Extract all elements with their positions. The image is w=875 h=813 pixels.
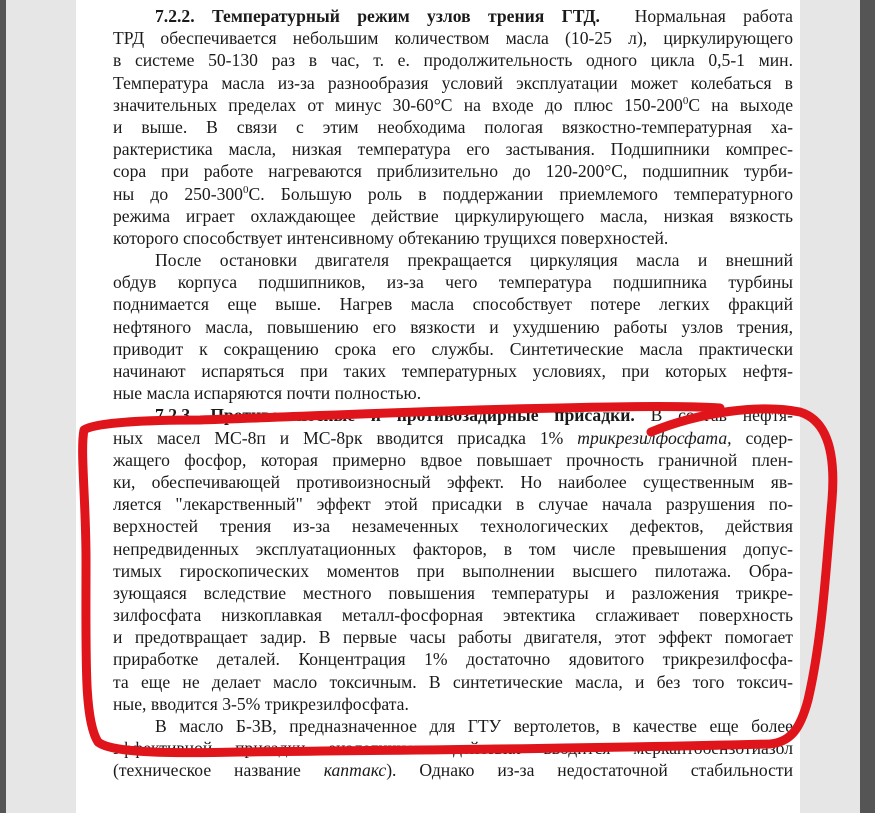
paragraph-after-stop: После остановки двигателя прекращается циркуляция масла и внешний обдув корпуса подшипников, из-за чего температура подшипника турбины поднимается еще выше. Нагрев масла способствует потере легких фракций нефтяного масла, повышению его вязкости и ухудшению работы узлов трения, приводит к сокращению срока его службы. Синтетические масла практически начинают испаряться при таких температурных условиях, при которых нефтя- ные масла испаряются почти полностью. bbox=[113, 250, 793, 404]
paragraph-b3v-oil: В масло Б-3В, предназначенное для ГТУ вертолетов, в качестве еще более эффективной присадки аналогичного действия вводится меркаптобензотиазол (техническое название каптакс). Однако из-за недостаточной стабильности bbox=[113, 716, 794, 781]
viewer-edge-right bbox=[860, 0, 875, 813]
section-heading-7-2-2: 7.2.2. Температурный режим узлов трения ГТД. bbox=[155, 6, 600, 26]
section-heading-7-2-3: 7.2.3. Противоизносные и противозадирные присадки. bbox=[155, 405, 635, 426]
viewer-margin-left bbox=[6, 0, 76, 813]
italic-term-kaptaks: каптакс bbox=[323, 760, 387, 781]
paragraph-7-2-3: 7.2.3. Противоизносные и противозадирные присадки. В состав нефтя- ных масел МС-8п и МС-8рк вводится присадка 1% трикрезилфосфата, содер- жащего фосфор, которая примерно вдвое повышает прочность граничной плен- ки, обеспечивающей противоизносный эффект. Но наиболее существенным яв- ляется "лекарственный" эффект этой присадки в случае начала разрушения по- верхностей трения из-за незамеченных технологических дефектов, действия непредвиденных эксплуатационных факторов, в том числе превышения допус- тимых гироскопических моментов при выполнении высшего пилотажа. Обра- зующаяся вследствие местного повышения температуры и разложения трикре- зилфосфата низкоплавкая металл-фосфорная эвтектика сглаживает поверхность и предотвращает задир. В первые часы работы двигателя, этот эффект помогает приработке деталей. Концентрация 1% достаточно ядовитого трикрезилфосфа- та еще не делает масло токсичным. В синтетические масла, и без того токсич- ные, вводится 3-5% трикрезилфосфата. bbox=[113, 405, 793, 714]
viewer-margin-right bbox=[800, 0, 860, 813]
italic-term-tricresylphosphate: трикрезилфосфата, bbox=[577, 427, 732, 448]
document-text bbox=[113, 5, 793, 782]
paragraph-7-2-2: 7.2.2. Температурный режим узлов трения ГТД. Нормальная работа ТРД обеспечивается небольшим количеством масла (10-25 л), циркулирующего в системе 50-130 раз в час, т. е. продолжительность одного цикла 0,5-1 мин. Температура масла из-за разнообразия условий эксплуатации может колебаться в значительных пределах от минус 30-60°С на входе до плюс $150-200^0С$ на выходе и выше. В связи с этим необходима пологая вязкостно-температурная ха- рактеристика масла, низкая температура его застывания. Подшипники компрес- сора при работе нагреваются приблизительно до 120-200°С, подшипник турби- ны до $250-300^0С$. Большую роль в поддержании приемлемого температурного режима играет охлаждающее действие циркулирующего масла, низкая вязкость которого способствует интенсивному обтеканию трущихся поверхностей. bbox=[113, 6, 794, 248]
